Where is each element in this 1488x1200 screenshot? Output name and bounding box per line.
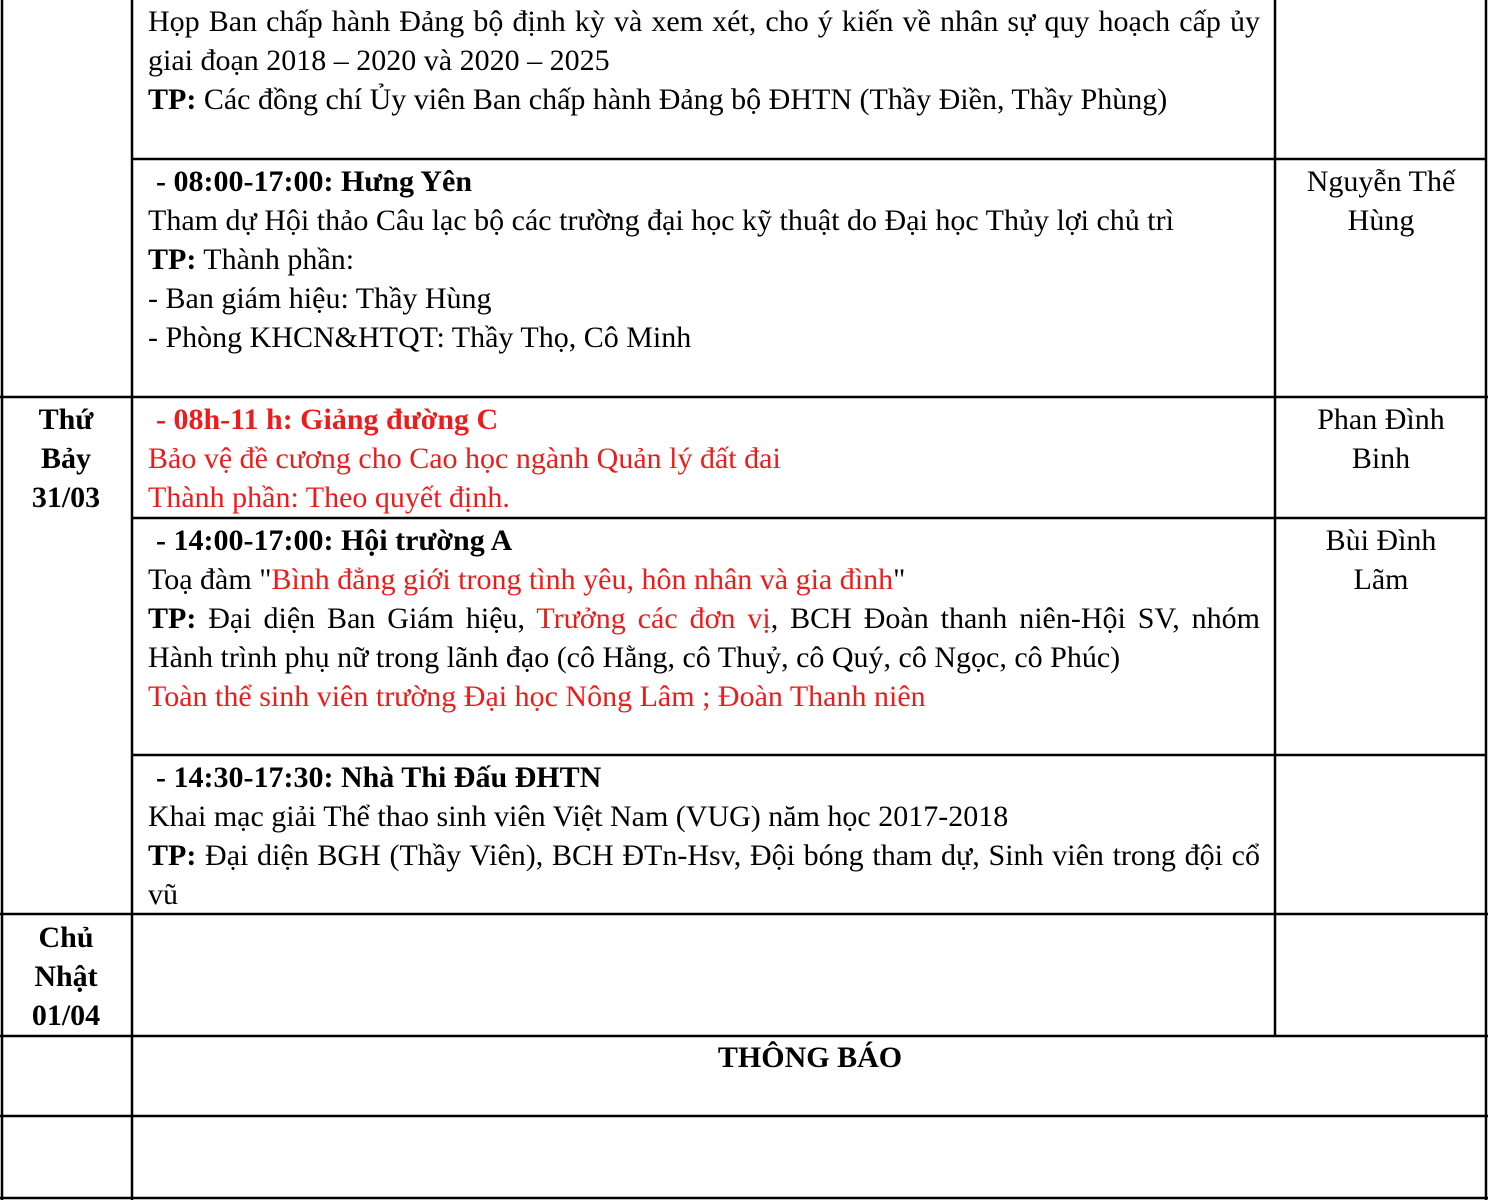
event-sports-opening xyxy=(148,758,1260,914)
event-description: Khai mạc giải Thể thao sinh viên Việt Nam (VUG) năm học 2017-2018 xyxy=(148,800,1009,833)
event-gender-equality-talk xyxy=(148,521,1260,716)
notice-title: THÔNG BÁO xyxy=(717,1041,903,1074)
participant-line: - Ban giám hiệu: Thầy Hùng xyxy=(148,282,492,315)
person-in-charge: Nguyễn Thế Hùng xyxy=(1306,165,1456,237)
event-description: Toạ đàm "Bình đẳng giới trong tình yêu, hôn nhân và gia đình" xyxy=(148,563,906,596)
participant-line: - Phòng KHCN&HTQT: Thầy Thọ, Cô Minh xyxy=(148,321,692,354)
person-in-charge: Phan Đình Binh xyxy=(1317,403,1445,475)
event-thesis-defense xyxy=(148,400,1260,517)
event-heading: - 14:00-17:00: Hội trường A xyxy=(156,524,513,557)
participants-label: TP: xyxy=(148,839,197,872)
participants-text: Đại diện BGH (Thầy Viên), BCH ĐTn-Hsv, Đội bóng tham dự, Sinh viên trong đội cổ vũ xyxy=(148,839,1260,911)
event-heading: - 08h-11 h: Giảng đường C xyxy=(156,403,499,436)
event-party-meeting xyxy=(148,2,1260,119)
day-saturday: Thứ Bảy 31/03 xyxy=(31,403,101,514)
participants-highlight: Trưởng các đơn vị xyxy=(536,602,771,635)
participants-label: TP: xyxy=(148,243,197,276)
event-heading: - 14:30-17:30: Nhà Thi Đấu ĐHTN xyxy=(156,761,602,794)
participants-text: Thành phần: Theo quyết định. xyxy=(148,481,510,514)
participants-text: Các đồng chí Ủy viên Ban chấp hành Đảng bộ ĐHTN (Thầy Điền, Thầy Phùng) xyxy=(196,83,1168,116)
day-sunday: Chủ Nhật 01/04 xyxy=(31,921,101,1032)
event-heading: - 08:00-17:00: Hưng Yên xyxy=(156,165,473,198)
participants-text: , BCH Đoàn thanh niên-Hội SV, nhóm Hành trình phụ nữ trong lãnh đạo (cô Hằng, cô Thuỷ, cô Quý, cô Ngọc, cô Phúc) xyxy=(148,602,1260,674)
event-description: Họp Ban chấp hành Đảng bộ định kỳ và xem xét, cho ý kiến về nhân sự quy hoạch cấp ủy giai đoạn 2018 – 2020 và 2020 – 2025 xyxy=(148,5,1260,77)
event-description: Tham dự Hội thảo Câu lạc bộ các trường đại học kỹ thuật do Đại học Thủy lợi chủ trì xyxy=(148,204,1174,237)
participants-label: TP: xyxy=(148,602,197,635)
participants-extra: Toàn thể sinh viên trường Đại học Nông Lâm ; Đoàn Thanh niên xyxy=(148,680,926,713)
event-description: Bảo vệ đề cương cho Cao học ngành Quản lý đất đai xyxy=(148,442,781,475)
participants-label: TP: xyxy=(148,83,197,116)
participants-text: Thành phần: xyxy=(196,243,355,276)
person-in-charge: Bùi Đình Lãm xyxy=(1325,524,1437,596)
event-hung-yen-workshop xyxy=(148,162,1260,357)
participants-text: Đại diện Ban Giám hiệu, xyxy=(196,602,537,635)
